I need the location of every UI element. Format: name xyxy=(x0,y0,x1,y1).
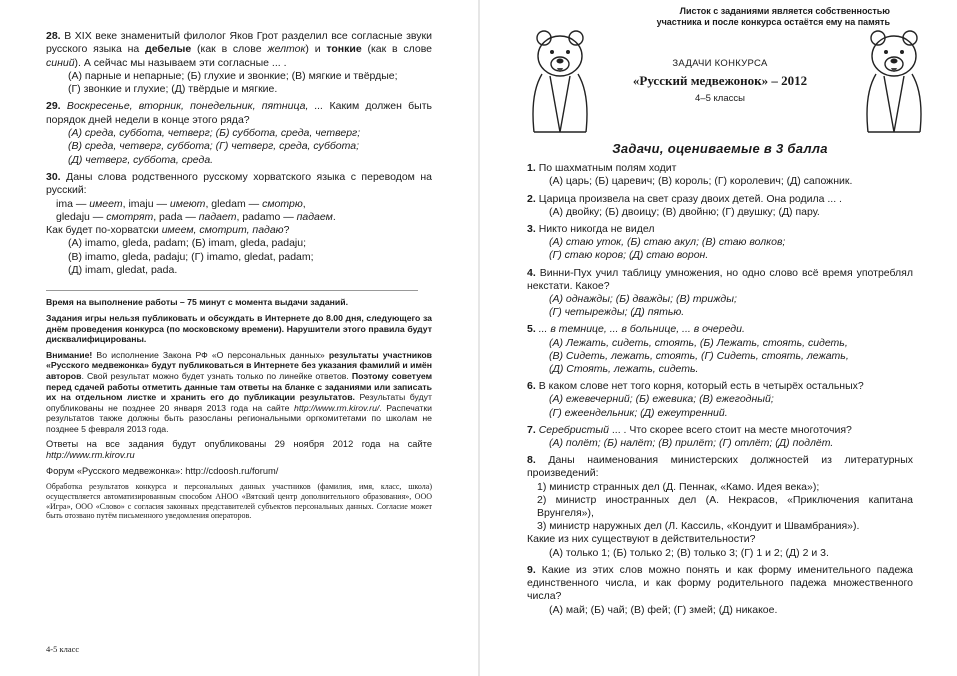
question-30: 30. Даны слова родственного русскому хорватского языка с переводом на русский: ima — имеет, imaju — имеют, gledam — смотрю, gledaju — смотрят, pada — падает, padamo — падаем. Как будет по-хорватски имеем, смотрит, падаю? (А) imamo, gleda, padam; (Б) imam, gleda, padaju; (В) imamo, gleda, padaju; (Г) imamo, gledat, padam; (Д) imam, gledat, pada. xyxy=(46,170,432,277)
answer-options: (А) imamo, gleda, padam; (Б) imam, gleda, padaju; (В) imamo, gleda, padaju; (Г) imamo, gledat, padam; (Д) imam, gledat, pada. xyxy=(68,237,314,277)
question-3: 3. Никто никогда не видел (А) стаю уток, (Б) стаю акул; (В) стаю волков; (Г) стаю коров; (Д) стаю ворон. xyxy=(527,223,913,263)
ownership-notice: Листок с заданиями является собственностью участника и после конкурса остаётся ему на память xyxy=(656,6,890,27)
word-pairs: ima — имеет, imaju — имеют, gledam — смотрю, gledaju — смотрят, pada — падает, padamo — падаем. xyxy=(56,197,336,223)
answers-link[interactable]: http://www.rm.kirov.ru xyxy=(46,450,135,461)
answer-options: (А) царь; (Б) царевич; (В) король; (Г) королевич; (Д) сапожник. xyxy=(549,175,853,188)
contest-header xyxy=(600,58,840,104)
results-link[interactable]: http://www.rm.kirov.ru/ xyxy=(294,402,380,413)
page-footer: 4-5 класс xyxy=(46,644,80,654)
question-6: 6. В каком слове нет того корня, который есть в четырёх остальных? (А) ежевечерний; (Б) ежевика; (В) ежегодный; (Г) ежеендельник; (Д) ежеутренний. xyxy=(527,380,913,420)
contest-title: «Русский медвежонок» – 2012 xyxy=(632,73,808,88)
answer-options: (А) ежевечерний; (Б) ежевика; (В) ежегодный; (Г) ежеендельник; (Д) ежеутренний. xyxy=(549,393,774,419)
time-limit: Время на выполнение работы – 75 минут с момента выдачи заданий. xyxy=(46,297,349,308)
answer-options: (А) однажды; (Б) дважды; (В) трижды; (Г) четырежды; (Д) пятью. xyxy=(549,293,737,319)
header-line-1: ЗАДАЧИ КОНКУРСА xyxy=(672,58,768,69)
right-column xyxy=(527,142,913,621)
question-number: 30. xyxy=(46,170,61,183)
consent-note: Обработка результатов конкурса и персональных данных участников (фамилия, имя, класс, школа) осуществляется автоматизированным способом АНОО «Вятский центр дополнительного образования», ООО «Игра», ООО «Слово» с согласия законных представителей субъектов персональных данных. Согласие может быть отозвано путём письменного уведомления операторов. xyxy=(46,482,432,521)
answer-options: (А) только 1; (Б) только 2; (В) только 3; (Г) 1 и 2; (Д) 2 и 3. xyxy=(549,546,829,559)
question-9: 9. Какие из этих слов можно понять и как форму именительного падежа единственного числа, и как форму родительного падежа множественного числа? (А) май; (Б) чай; (В) фей; (Г) змей; (Д) никакое. xyxy=(527,563,914,616)
question-1: 1. По шахматным полям ходит (А) царь; (Б) царевич; (В) король; (Г) королевич; (Д) сапожник. xyxy=(527,162,913,188)
question-28: 28. В XIX веке знаменитый филолог Яков Грот разделил все согласные звуки русского языка на дебелые (как в слове желток) и тонкие (как в слове синий). А сейчас мы называем эти согласные ... . (А) парные и непарные; (Б) глухие и звонкие; (В) мягкие и твёрдые; (Г) звонкие и глухие; (Д) твёрдые и мягкие. xyxy=(46,30,432,96)
question-number: 28. xyxy=(46,30,61,42)
left-page xyxy=(0,0,478,676)
left-column xyxy=(46,30,432,526)
ministry-list: 1) министр странных дел (Д. Пеннак, «Камо. Идея века»); 2) министр иностранных дел (А. Некрасов, «Приключения капитана Врунгеля»), 3) министр наружных дел (Л. Кассиль, «Кондуит и Швамбрания»). xyxy=(537,480,913,533)
attention-note: Внимание! Во исполнение Закона РФ «О персональных данных» результаты участников «Русского медвежонка» будут публиковаться в Интернете без указания фамилий и имён авторов. Свой результат можно будет узнать только по линейке ответов. Поэтому советуем перед сдачей работы отметить данные там ответы на бланке с заданиями или записать их на отдельном листке и хранить его до публикации результатов. Результаты будут опубликованы не позднее 20 января 2013 года на сайте http://www.rm.kirov.ru/. Распечатки результатов также должны быть разосланы региональными оргкомитетами по школам не позднее 5 февраля 2013 года. xyxy=(46,349,432,434)
bear-mascot-left-icon xyxy=(520,24,600,136)
answer-options: (А) Лежать, сидеть, стоять, (Б) Лежать, стоять, сидеть, (В) Сидеть, лежать, стоять, (Г) Сидеть, стоять, лежать, (Д) Стоять, лежать, сидеть. xyxy=(549,336,849,376)
answers-note: Ответы на все задания будут опубликованы 29 ноября 2012 года на сайте http://www.rm.kirov.ru xyxy=(46,439,432,461)
question-5: 5. ... в темнице, ... в больнице, ... в очереди. (А) Лежать, сидеть, стоять, (Б) Лежать, стоять, сидеть, (В) Сидеть, лежать, стоять, (Г) Сидеть, стоять, лежать, (Д) Стоять, лежать, сидеть. xyxy=(527,323,913,376)
question-29: 29. Воскресенье, вторник, понедельник, пятница, ... Каким должен быть порядок дней недели в конце этого ряда? (А) среда, суббота, четверг; (Б) суббота, среда, четверг; (В) среда, четверг, суббота; (Г) четверг, среда, суббота; (Д) четверг, суббота, среда. xyxy=(46,100,432,166)
forum-note: Форум «Русского медвежонка»: http://cdoosh.ru/forum/ xyxy=(46,466,279,477)
answer-options: (А) стаю уток, (Б) стаю акул; (В) стаю волков; (Г) стаю коров; (Д) стаю ворон. xyxy=(549,236,786,262)
question-4: 4. Винни-Пух учил таблицу умножения, но одно слово всё время употреблял некстати. Какое? (А) однажды; (Б) дважды; (В) трижды; (Г) четырежды; (Д) пятью. xyxy=(527,266,913,319)
divider xyxy=(46,290,418,291)
answer-options: (А) двойку; (Б) двоицу; (В) двойню; (Г) двушку; (Д) пару. xyxy=(549,205,820,218)
question-2: 2. Царица произвела на свет сразу двоих детей. Она родила ... . (А) двойку; (Б) двоицу; (В) двойню; (Г) двушку; (Д) пару. xyxy=(527,193,913,219)
question-7: 7. Серебристый ... . Что скорее всего стоит на месте многоточия? (А) полёт; (Б) налёт; (В) прилёт; (Г) отлёт; (Д) подлёт. xyxy=(527,424,913,450)
grade-label: 4–5 классы xyxy=(695,93,745,104)
rules-block xyxy=(46,297,432,521)
section-title: Задачи, оцениваемые в 3 балла xyxy=(612,141,828,156)
bear-mascot-right-icon xyxy=(854,24,934,136)
question-number: 29. xyxy=(46,100,61,113)
question-8: 8. Даны наименования министерских должностей из литературных произведений: 1) министр странных дел (Д. Пеннак, «Камо. Идея века»); 2) министр иностранных дел (А. Некрасов, «Приключения капитана Врунгеля»), 3) министр наружных дел (Л. Кассиль, «Кондуит и Швамбрания»). Какие из них существуют в действительности? (А) только 1; (Б) только 2; (В) только 3; (Г) 1 и 2; (Д) 2 и 3. xyxy=(527,454,913,559)
answer-options: (А) май; (Б) чай; (В) фей; (Г) змей; (Д) никакое. xyxy=(549,603,778,616)
answer-options: (А) парные и непарные; (Б) глухие и звонкие; (В) мягкие и твёрдые; (Г) звонкие и глухие; (Д) твёрдые и мягкие. xyxy=(68,69,398,96)
publish-warning: Задания игры нельзя публиковать и обсуждать в Интернете до 8.00 дня, следующего за днём проведения конкурса (по московскому времени). Нарушители этого правила будут дисквалифицированы. xyxy=(46,312,432,345)
answer-options: (А) полёт; (Б) налёт; (В) прилёт; (Г) отлёт; (Д) подлёт. xyxy=(549,437,834,450)
answer-options: (А) среда, суббота, четверг; (Б) суббота, среда, четверг; (В) среда, четверг, суббота; (Г) четверг, среда, суббота; (Д) четверг, суббота, среда. xyxy=(68,127,361,166)
